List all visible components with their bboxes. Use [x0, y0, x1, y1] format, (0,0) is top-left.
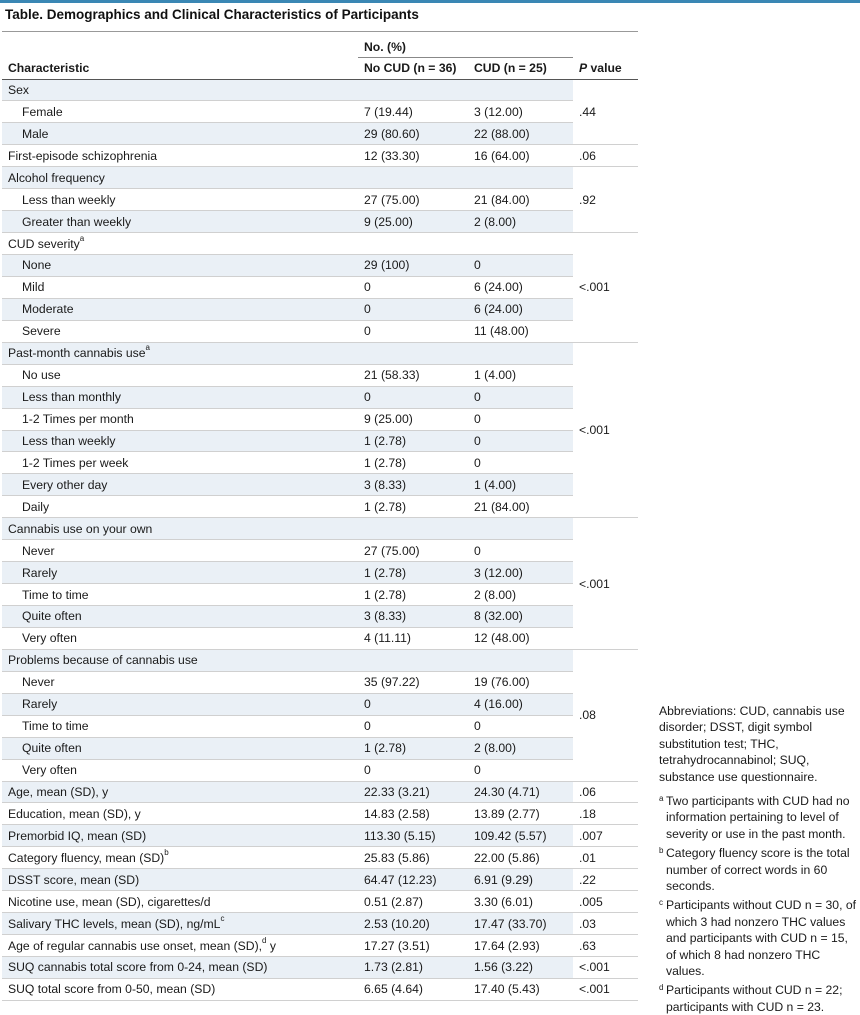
table-row	[2, 518, 638, 540]
cud-value	[468, 518, 573, 540]
cud-value: 12 (48.00)	[474, 631, 530, 646]
cud-value: 109.42 (5.57)	[474, 828, 547, 843]
no-cud-header: No CUD (n = 36)	[358, 57, 468, 79]
table-row	[2, 606, 638, 628]
table-row	[2, 737, 638, 759]
no-cud-value: 27 (75.00)	[364, 543, 420, 558]
footnote-text: Participants without CUD n = 22; participants with CUD n = 23.	[666, 983, 843, 1014]
p-value: .92	[573, 167, 638, 233]
no-cud-value: 29 (100)	[364, 258, 410, 273]
no-cud-value	[358, 649, 468, 671]
footnote-b	[659, 845, 856, 894]
no-cud-value: 1.73 (2.81)	[364, 960, 423, 975]
no-cud-value: 1 (2.78)	[364, 455, 407, 470]
row-label: DSST score, mean (SD)	[8, 872, 140, 887]
table-row	[2, 167, 638, 189]
row-label: Age, mean (SD), y	[8, 784, 109, 799]
p-value-header: P value	[573, 57, 638, 79]
row-label: SUQ total score from 0-50, mean (SD)	[8, 982, 216, 997]
row-label: Age of regular cannabis use onset, mean (SD),$^d$ y	[8, 935, 276, 953]
table-row	[2, 627, 638, 649]
table-row	[2, 233, 638, 255]
no-cud-value: 6.65 (4.64)	[364, 982, 423, 997]
row-label: Salivary THC levels, mean (SD), $ng/mL^c$	[8, 913, 225, 931]
row-label: Time to time	[22, 719, 89, 734]
characteristic-header: Characteristic	[2, 57, 358, 79]
footnote-mark: a	[659, 794, 664, 803]
no-cud-value: 0	[364, 719, 371, 734]
no-cud-value: 2.53 (10.20)	[364, 916, 430, 931]
table-row	[2, 935, 638, 957]
table-row	[2, 189, 638, 211]
table-row	[2, 79, 638, 101]
footnotes	[659, 790, 856, 1015]
row-label: First-episode schizophrenia	[8, 148, 158, 163]
row-label: Severe	[22, 324, 61, 339]
cud-value: 3.30 (6.01)	[474, 894, 533, 909]
cud-value: 24.30 (4.71)	[474, 784, 540, 799]
table-row	[2, 320, 638, 342]
cud-value: 1.56 (3.22)	[474, 960, 533, 975]
demographics-table	[2, 32, 638, 1001]
no-pct-header: No. (%)	[358, 32, 573, 57]
row-label: Rarely	[22, 565, 58, 580]
table-row	[2, 211, 638, 233]
no-cud-value: 0	[364, 390, 371, 405]
row-label: No use	[22, 368, 61, 383]
row-label: 1-2 Times per week	[22, 455, 129, 470]
row-label: Alcohol frequency	[8, 170, 105, 185]
table-row	[2, 540, 638, 562]
no-cud-value: 1 (2.78)	[364, 499, 407, 514]
header-group-row	[2, 32, 638, 57]
row-label: Daily	[22, 499, 50, 514]
no-cud-value	[358, 342, 468, 364]
table-row	[2, 386, 638, 408]
cud-value: 8 (32.00)	[474, 609, 523, 624]
table-row	[2, 145, 638, 167]
row-label: Every other day	[22, 477, 108, 492]
table-row	[2, 671, 638, 693]
table-row	[2, 430, 638, 452]
no-cud-value: 17.27 (3.51)	[364, 938, 430, 953]
footnote-c	[659, 897, 856, 979]
cud-value: 22 (88.00)	[474, 126, 530, 141]
footnote-a	[659, 793, 856, 842]
no-cud-value: 0	[364, 697, 371, 712]
row-label: Past-month cannabis use$^a$	[8, 343, 150, 361]
no-cud-value: 14.83 (2.58)	[364, 806, 430, 821]
no-cud-value	[358, 167, 468, 189]
no-cud-value: 0	[364, 280, 371, 295]
cud-value: 17.40 (5.43)	[474, 982, 540, 997]
table-row	[2, 913, 638, 935]
no-cud-value	[358, 233, 468, 255]
cud-value: 17.47 (33.70)	[474, 916, 547, 931]
cud-value	[468, 79, 573, 101]
footnote-marker: d	[262, 935, 267, 945]
row-label: 1-2 Times per month	[22, 412, 134, 427]
row-label: Quite often	[22, 741, 82, 756]
cud-value: 19 (76.00)	[474, 675, 530, 690]
abbreviations-note: Abbreviations: CUD, cannabis use disorder; DSST, digit symbol substitution test; THC, tetrahydrocannabinol; SUQ, substance use questionnaire.	[659, 704, 845, 784]
cud-value	[468, 649, 573, 671]
footnote-mark: c	[659, 898, 663, 908]
row-label: Category fluency, mean (SD)$^b$	[8, 847, 169, 865]
no-cud-value: 35 (97.22)	[364, 675, 420, 690]
footnote-mark: b	[659, 846, 664, 856]
no-cud-value: 64.47 (12.23)	[364, 872, 437, 887]
no-cud-value: 3 (8.33)	[364, 477, 407, 492]
row-label: Problems because of cannabis use	[8, 653, 198, 668]
footnote-text: Two participants with CUD had no information pertaining to level of severity or use in the past month.	[666, 794, 850, 841]
table-title: Table. Demographics and Clinical Characteristics of Participants	[5, 7, 419, 22]
table-row	[2, 364, 638, 386]
cud-value: 11 (48.00)	[474, 324, 529, 339]
table-row	[2, 452, 638, 474]
cud-value: 3 (12.00)	[474, 104, 523, 119]
no-cud-value: 1 (2.78)	[364, 565, 407, 580]
footnote-marker: b	[164, 847, 169, 857]
table-row	[2, 255, 638, 277]
cud-value: 21 (84.00)	[474, 499, 530, 514]
no-cud-value: 4 (11.11)	[364, 631, 411, 646]
table-row	[2, 649, 638, 671]
row-label: Time to time	[22, 587, 89, 602]
no-cud-value: 21 (58.33)	[364, 368, 420, 383]
cud-value: 0	[474, 763, 481, 778]
table-row	[2, 496, 638, 518]
cud-value: 2 (8.00)	[474, 741, 517, 756]
table-row	[2, 978, 638, 1000]
table-row	[2, 584, 638, 606]
no-cud-value	[358, 79, 468, 101]
table-row	[2, 693, 638, 715]
cud-value: 0	[474, 258, 481, 273]
header-row	[2, 57, 638, 79]
cud-header: CUD (n = 25)	[468, 57, 573, 79]
row-label: Female	[22, 104, 63, 119]
p-value: .06	[573, 781, 638, 803]
cud-value	[468, 233, 573, 255]
row-label: Greater than weekly	[22, 214, 132, 229]
footnote-text: Participants without CUD n = 30, of which 3 had nonzero THC values and participants with CUD n = 15, of which 8 had nonzero THC values.	[666, 898, 857, 979]
cud-value: 3 (12.00)	[474, 565, 523, 580]
cud-value: 0	[474, 412, 481, 427]
no-cud-value: 1 (2.78)	[364, 587, 407, 602]
row-label: None	[22, 258, 52, 273]
no-cud-value: 9 (25.00)	[364, 412, 413, 427]
p-value: <.001	[573, 957, 638, 979]
cud-value: 0	[474, 433, 481, 448]
p-value: .44	[573, 79, 638, 145]
row-label: Nicotine use, mean (SD), cigarettes/d	[8, 894, 211, 909]
cud-value: 4 (16.00)	[474, 697, 523, 712]
footnote-marker: c	[220, 913, 225, 923]
no-cud-value: 113.30 (5.15)	[364, 828, 436, 843]
p-value: <.001	[573, 518, 638, 650]
no-cud-value: 3 (8.33)	[364, 609, 407, 624]
cud-value: 6.91 (9.29)	[474, 872, 533, 887]
table-row	[2, 408, 638, 430]
footnote-marker: a	[145, 343, 150, 353]
p-value: .007	[573, 825, 638, 847]
p-value: .01	[573, 847, 638, 869]
table-row	[2, 101, 638, 123]
table-row	[2, 781, 638, 803]
no-cud-value: 22.33 (3.21)	[364, 784, 430, 799]
cud-value: 0	[474, 455, 481, 470]
cud-value: 6 (24.00)	[474, 302, 523, 317]
table-row	[2, 891, 638, 913]
no-cud-value: 27 (75.00)	[364, 192, 420, 207]
cud-value	[468, 167, 573, 189]
cud-value: 21 (84.00)	[474, 192, 530, 207]
p-value: .63	[573, 935, 638, 957]
table-row	[2, 298, 638, 320]
row-label: Quite often	[22, 609, 82, 624]
footnote-marker: a	[79, 233, 85, 243]
row-label: Education, mean (SD), y	[8, 806, 141, 821]
footnote-text: Category fluency score is the total number of correct words in 60 seconds.	[666, 846, 850, 894]
cud-value: 22.00 (5.86)	[474, 850, 540, 865]
no-cud-value: 0	[364, 324, 371, 339]
row-label: Never	[22, 543, 55, 558]
table-row	[2, 715, 638, 737]
table-row	[2, 803, 638, 825]
cud-value	[468, 342, 573, 364]
table-row	[2, 869, 638, 891]
cud-value: 13.89 (2.77)	[474, 806, 540, 821]
row-label: Less than weekly	[22, 433, 116, 448]
p-value: <.001	[573, 978, 638, 1000]
row-label: Very often	[22, 631, 77, 646]
row-label: CUD severity$^a$	[8, 233, 85, 251]
table-row	[2, 825, 638, 847]
cud-value: 2 (8.00)	[474, 587, 517, 602]
no-cud-value: 0	[364, 302, 371, 317]
no-cud-value: 25.83 (5.86)	[364, 850, 430, 865]
cud-value: 1 (4.00)	[474, 477, 517, 492]
row-label: Mild	[22, 280, 45, 295]
table-row	[2, 847, 638, 869]
table-row	[2, 276, 638, 298]
no-cud-value: 1 (2.78)	[364, 741, 407, 756]
footnote-mark: d	[659, 983, 664, 993]
row-label: SUQ cannabis total score from 0-24, mean (SD)	[8, 960, 268, 975]
table-row	[2, 562, 638, 584]
table-row	[2, 957, 638, 979]
p-value: .06	[573, 145, 638, 167]
no-cud-value: 1 (2.78)	[364, 433, 407, 448]
cud-value: 2 (8.00)	[474, 214, 517, 229]
table-row	[2, 342, 638, 364]
no-cud-value: 9 (25.00)	[364, 214, 413, 229]
row-label: Very often	[22, 763, 77, 778]
no-cud-value: 0	[364, 763, 371, 778]
table-body	[2, 79, 638, 1000]
row-label: Cannabis use on your own	[8, 521, 153, 536]
cud-value: 0	[474, 543, 481, 558]
p-value: <.001	[573, 233, 638, 343]
p-value: .005	[573, 891, 638, 913]
no-cud-value: 7 (19.44)	[364, 104, 413, 119]
p-value: <.001	[573, 342, 638, 518]
cud-value: 6 (24.00)	[474, 280, 523, 295]
cud-value: 16 (64.00)	[474, 148, 530, 163]
row-label: Never	[22, 675, 55, 690]
row-label: Moderate	[22, 302, 74, 317]
table-row	[2, 123, 638, 145]
p-value: .18	[573, 803, 638, 825]
cud-value: 0	[474, 390, 481, 405]
no-cud-value: 0.51 (2.87)	[364, 894, 423, 909]
cud-value: 1 (4.00)	[474, 368, 517, 383]
accent-rule	[0, 0, 860, 3]
row-label: Sex	[8, 82, 30, 97]
no-cud-value: 12 (33.30)	[364, 148, 420, 163]
row-label: Less than weekly	[22, 192, 116, 207]
no-cud-value	[358, 518, 468, 540]
p-value: .03	[573, 913, 638, 935]
table-row	[2, 474, 638, 496]
p-value: .22	[573, 869, 638, 891]
p-value: .08	[573, 649, 638, 781]
cud-value: 0	[474, 719, 481, 734]
cud-value: 17.64 (2.93)	[474, 938, 540, 953]
footnote-d	[659, 982, 856, 1015]
row-label: Male	[22, 126, 49, 141]
row-label: Less than monthly	[22, 390, 121, 405]
no-cud-value: 29 (80.60)	[364, 126, 420, 141]
row-label: Rarely	[22, 697, 58, 712]
table-container	[2, 31, 638, 1001]
table-row	[2, 759, 638, 781]
row-label: Premorbid IQ, mean (SD)	[8, 828, 147, 843]
